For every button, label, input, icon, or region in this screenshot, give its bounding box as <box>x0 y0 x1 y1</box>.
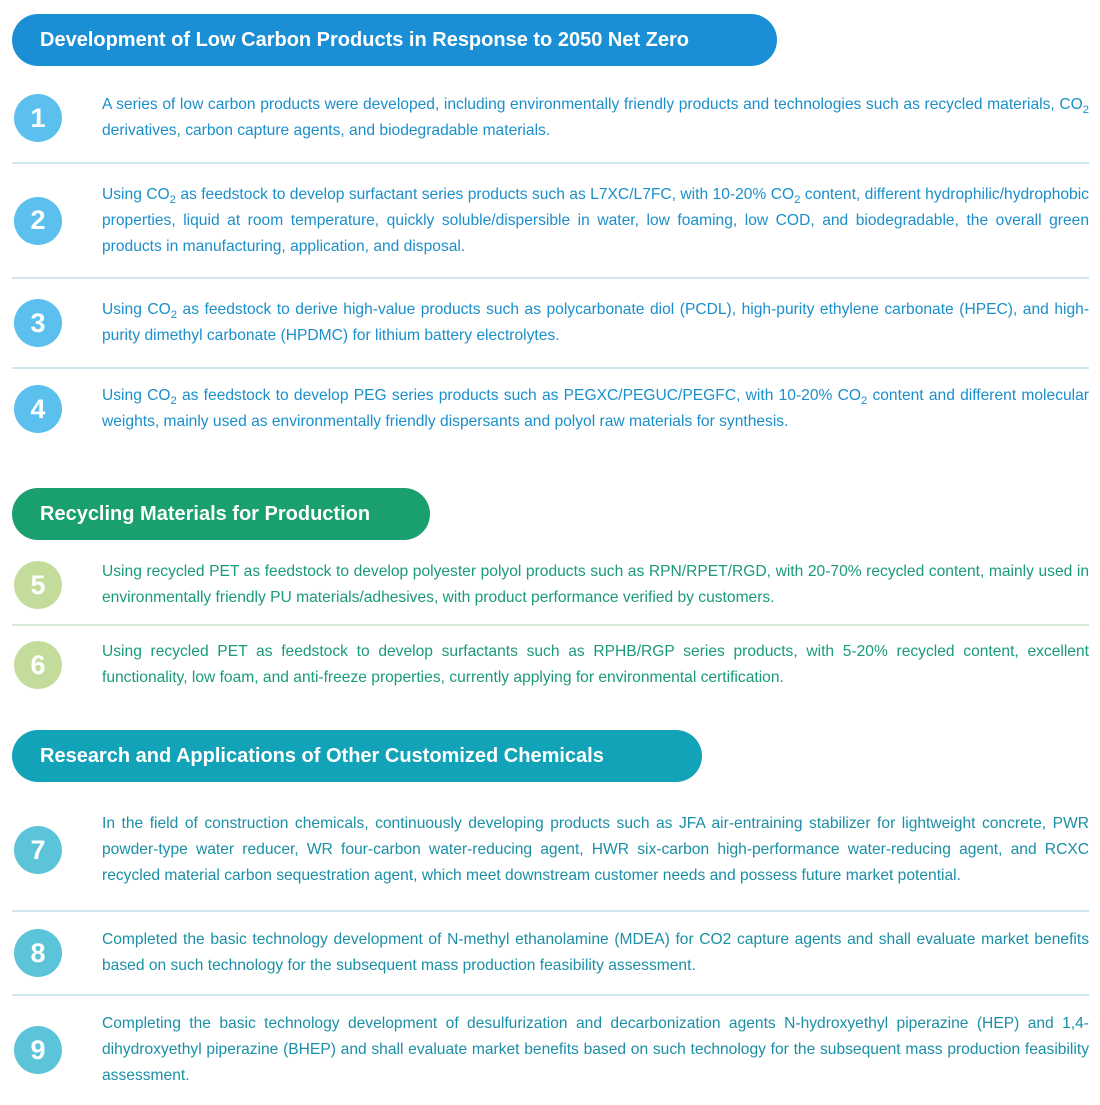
section-title: Research and Applications of Other Customized Chemicals <box>40 745 604 767</box>
section-title: Development of Low Carbon Products in Response to 2050 Net Zero <box>40 29 689 51</box>
item-text: Completing the basic technology development of desulfurization and decarbonization agents N-hydroxyethyl piperazine (HEP) and 1,4-dihydroxyethyl piperazine (BHEP) and shall evaluate market benefits based on such technology for the subsequent mass production feasibility assessment. <box>102 1015 1089 1084</box>
number-badge: 9 <box>14 1026 62 1074</box>
list-item <box>12 912 1089 996</box>
item-text: A series of low carbon products were developed, including environmentally friendly products and technologies such as recycled materials, $CO_2$ derivatives, carbon capture agents, and biodegradable materials. <box>102 96 1089 139</box>
list-item <box>12 279 1089 369</box>
section-header-low-carbon <box>12 14 777 66</box>
item-text: Using $CO_2$ as feedstock to develop surfactant series products such as L7XC/L7FC, with 10-20% $CO_2$ content, different hydrophilic/hydrophobic properties, liquid at room temperature, quickly soluble/dispersible in water, low foaming, low COD, and biodegradable, the overall green products in manufacturing, application, and disposal. <box>102 185 1089 255</box>
list-item <box>12 74 1089 164</box>
item-text: Using recycled PET as feedstock to develop surfactants such as RPHB/RGP series products, with 5-20% recycled content, excellent functionality, low foam, and anti-freeze properties, currently applying for environmental certification. <box>102 643 1089 686</box>
item-text: In the field of construction chemicals, continuously developing products such as JFA air-entraining stabilizer for lightweight concrete, PWR powder-type water reducer, WR four-carbon water-reducing agent, HWR six-carbon high-performance water-reducing agent, and RCXC recycled material carbon sequestration agent, which meet downstream customer needs and possess future market potential. <box>102 815 1089 884</box>
section-title: Recycling Materials for Production <box>40 503 371 525</box>
number-badge: 8 <box>14 929 62 977</box>
list-item <box>12 164 1089 279</box>
number-badge: 3 <box>14 299 62 347</box>
number-badge: 1 <box>14 94 62 142</box>
list-item <box>12 369 1089 449</box>
number-badge: 2 <box>14 197 62 245</box>
item-text: Using $CO_2$ as feedstock to derive high-value products such as polycarbonate diol (PCDL), high-purity ethylene carbonate (HPEC), and high-purity dimethyl carbonate (HPDMC) for lithium battery electrolytes. <box>102 301 1090 344</box>
list-item <box>12 626 1089 704</box>
number-badge: 5 <box>14 561 62 609</box>
item-text: Using recycled PET as feedstock to develop polyester polyol products such as RPN/RPET/RGD, with 20-70% recycled content, mainly used in environmentally friendly PU materials/adhesives, with product performance verified by customers. <box>102 563 1089 606</box>
number-badge: 4 <box>14 385 62 433</box>
section-header-custom-chemicals <box>12 730 702 782</box>
list-item <box>12 790 1089 912</box>
number-badge: 6 <box>14 641 62 689</box>
item-text: Completed the basic technology development of N-methyl ethanolamine (MDEA) for CO2 capture agents and shall evaluate market benefits based on such technology for the subsequent mass production feasibility assessment. <box>102 931 1089 974</box>
section-header-recycling <box>12 488 430 540</box>
list-item <box>12 1000 1089 1100</box>
item-text: Using $CO_2$ as feedstock to develop PEG series products such as PEGXC/PEGUC/PEGFC, with 10-20% $CO_2$ content and different molecular weights, mainly used as environmentally friendly dispersants and polyol raw materials for synthesis. <box>102 387 1089 430</box>
number-badge: 7 <box>14 826 62 874</box>
list-item <box>12 546 1089 626</box>
